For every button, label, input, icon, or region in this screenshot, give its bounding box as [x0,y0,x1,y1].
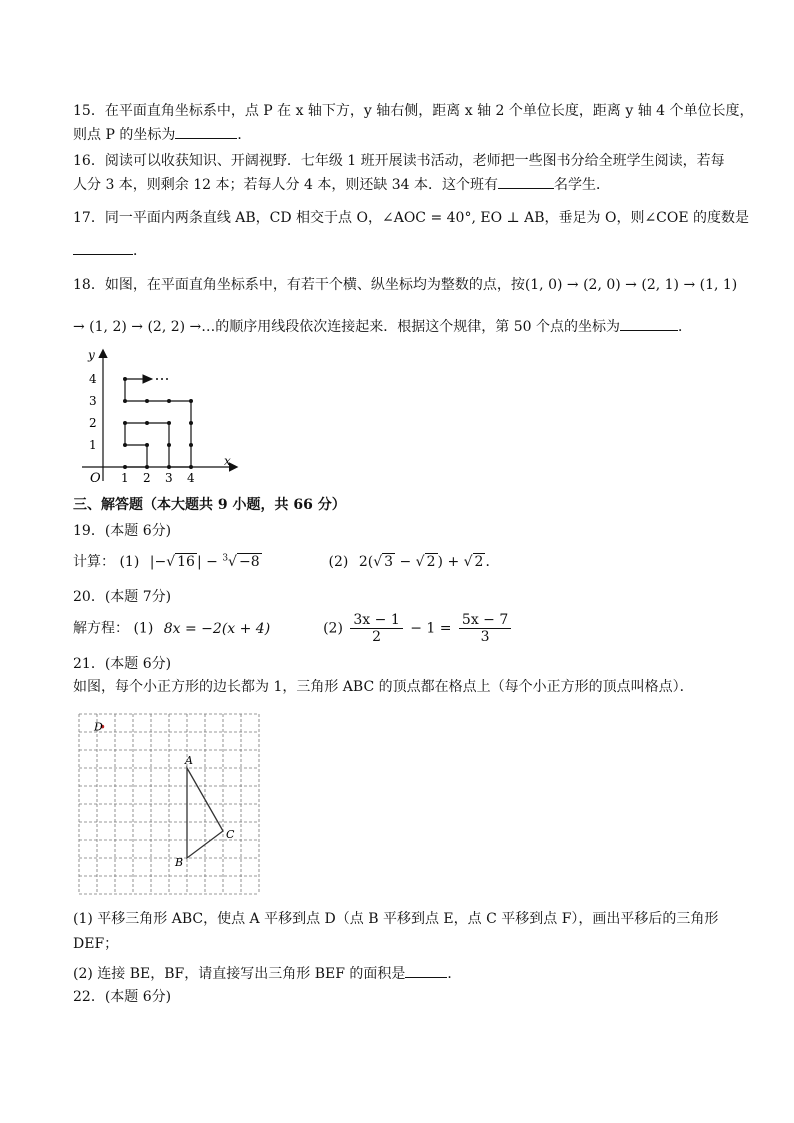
q19-prefix: 计算： [73,554,115,570]
q18-lattice-point [189,421,193,425]
q20-frac1-den: 2 [372,629,382,645]
q18-lattice-point [145,377,149,381]
q18-x-tick-2: 2 [143,471,151,485]
q20-p1-label: (1) [133,620,154,637]
q21-label-a: A [185,754,193,767]
q18-line1: 18．如图，在平面直角坐标系中，有若干个横、纵坐标均为整数的点，按(1, 0) → (2, 0) → (2, 1) → (1, 1) [73,277,738,293]
q18-lattice-point [123,377,127,381]
q16-stem: 人分 3 本，则剩余 12 本；若每人分 4 本，则还缺 34 本．这个班有 [73,177,499,193]
q15-line1: 15．在平面直角坐标系中，点 P 在 x 轴下方，y 轴右侧，距离 x 轴 2 个单位长度，距离 y 轴 4 个单位长度， [73,103,754,119]
q15-line2 [73,124,251,146]
q19-p2-r3: 2 [474,554,484,570]
q19-p1-radicand2: −8 [238,554,260,570]
q18-lattice-point [167,443,171,447]
q18-line2 [73,316,692,338]
q18-lattice-point [145,421,149,425]
q18-lattice-point [123,421,127,425]
q20-frac1 [350,612,402,645]
q19-p2-expr: 2(√ 3 − √ 2 ) + √ 2 ． [358,554,500,570]
q21-intro: 如图，每个小正方形的边长都为 1，三角形 ABC 的顶点都在格点上（每个小正方形的顶点叫格点）． [73,679,694,695]
q18-lattice-point [167,465,171,469]
q19-p2-label: (2) [328,554,349,570]
q21-header: 21．(本题 6分) [73,656,172,672]
q18-continuation-dot [166,378,168,380]
q21-label-d: D [94,720,103,734]
q19-p1-index: 3 [222,553,229,564]
q21-answer-blank[interactable] [405,963,447,978]
q18-end: ． [677,319,692,335]
q18-lattice-point [145,399,149,403]
q18-x-tick-3: 3 [165,471,173,485]
q19-p2-r2: 2 [426,554,436,570]
q16-line2 [73,174,610,196]
q18-lattice-point [189,465,193,469]
q20-header: 20．(本题 7分) [73,589,172,605]
q18-figure [78,345,248,485]
q20-prefix: 解方程： [73,620,129,637]
q19-p1-radicand1: 16 [177,554,195,570]
q18-y-tick-4: 4 [89,372,97,386]
q19-p2-r1: 3 [384,554,394,570]
q19-p2-coef: 2 [358,554,368,570]
q18-y-axis-label: y [88,348,95,362]
q18-y-tick-3: 3 [89,394,97,408]
q20-body [73,612,514,645]
q18-lattice-point [145,465,149,469]
q16-line1: 16．阅读可以收获知识、开阔视野．七年级 1 班开展读书活动，老师把一些图书分给全班学生阅读，若每 [73,153,725,169]
q19-header: 19．(本题 6分) [73,523,172,539]
q20-frac2-num: 5x − 7 [459,612,511,629]
q15-end: ． [237,127,252,143]
q17-answer-blank[interactable] [73,240,133,255]
q21-part1-line1: (1) 平移三角形 ABC，使点 A 平移到点 D（点 B 平移到点 E，点 C 平移到点 F），画出平移后的三角形 [73,911,719,927]
q17-line2 [73,240,147,262]
section3-title: 三、解答题（本大题共 9 小题，共 66 分） [73,497,346,513]
q18-lattice-point [145,443,149,447]
q18-path [125,379,191,467]
q18-continuation-dot [161,378,163,380]
q21-part2-end: ． [447,966,462,982]
q15-answer-blank[interactable] [175,124,237,139]
q18-lattice-point [123,443,127,447]
q16-answer-blank[interactable] [498,174,554,189]
q22-header: 22．(本题 6分) [73,989,172,1005]
q18-x-tick-1: 1 [121,471,129,485]
q15-stem: 则点 P 的坐标为 [73,127,176,143]
q20-frac2-den: 3 [480,629,490,645]
q21-part2 [73,963,461,985]
q20-mid: − 1 = [410,620,452,637]
q18-answer-blank[interactable] [620,316,678,331]
q18-lattice-point [189,443,193,447]
q17-end: ． [133,243,147,259]
q18-x-axis-label: x [224,454,231,468]
q18-lattice-point [123,465,127,469]
q20-p2-label: (2) [323,620,343,637]
q21-part1-line2: DEF； [73,936,119,952]
q18-lattice-point [189,399,193,403]
q16-end: 名学生． [554,177,611,193]
q18-y-tick-2: 2 [89,416,97,430]
q18-lattice-point [123,399,127,403]
q21-part2-stem: (2) 连接 BE，BF，请直接写出三角形 BEF 的面积是 [73,966,406,982]
q21-label-c: C [226,828,235,841]
q18-y-tick-1: 1 [89,438,97,452]
q17-line1: 17．同一平面内两条直线 AB，CD 相交于点 O，∠AOC = 40°, EO ⊥ AB，垂足为 O，则∠COE 的度数是 [73,210,750,226]
q19-p1-expr: |−√ 16 | − $^3$√ −8 [149,553,260,570]
q18-lattice-point [167,399,171,403]
q20-frac2 [459,612,511,645]
q18-lattice-point [167,421,171,425]
q18-x-tick-4: 4 [187,471,195,485]
q19-p1-label: (1) [119,554,140,570]
q20-frac1-num: 3x − 1 [350,612,402,629]
q21-grid-figure [76,711,262,897]
q19-body [73,552,499,573]
q18-continuation-dot [156,378,158,380]
q21-label-b: B [175,856,184,869]
q20-p1-eq: 8x = −2(x + 4) [163,620,271,637]
q18-origin-label: O [90,471,101,485]
q18-stem: → (1, 2) → (2, 2) →…的顺序用线段依次连接起来．根据这个规律，第 50 个点的坐标为 [73,319,620,335]
